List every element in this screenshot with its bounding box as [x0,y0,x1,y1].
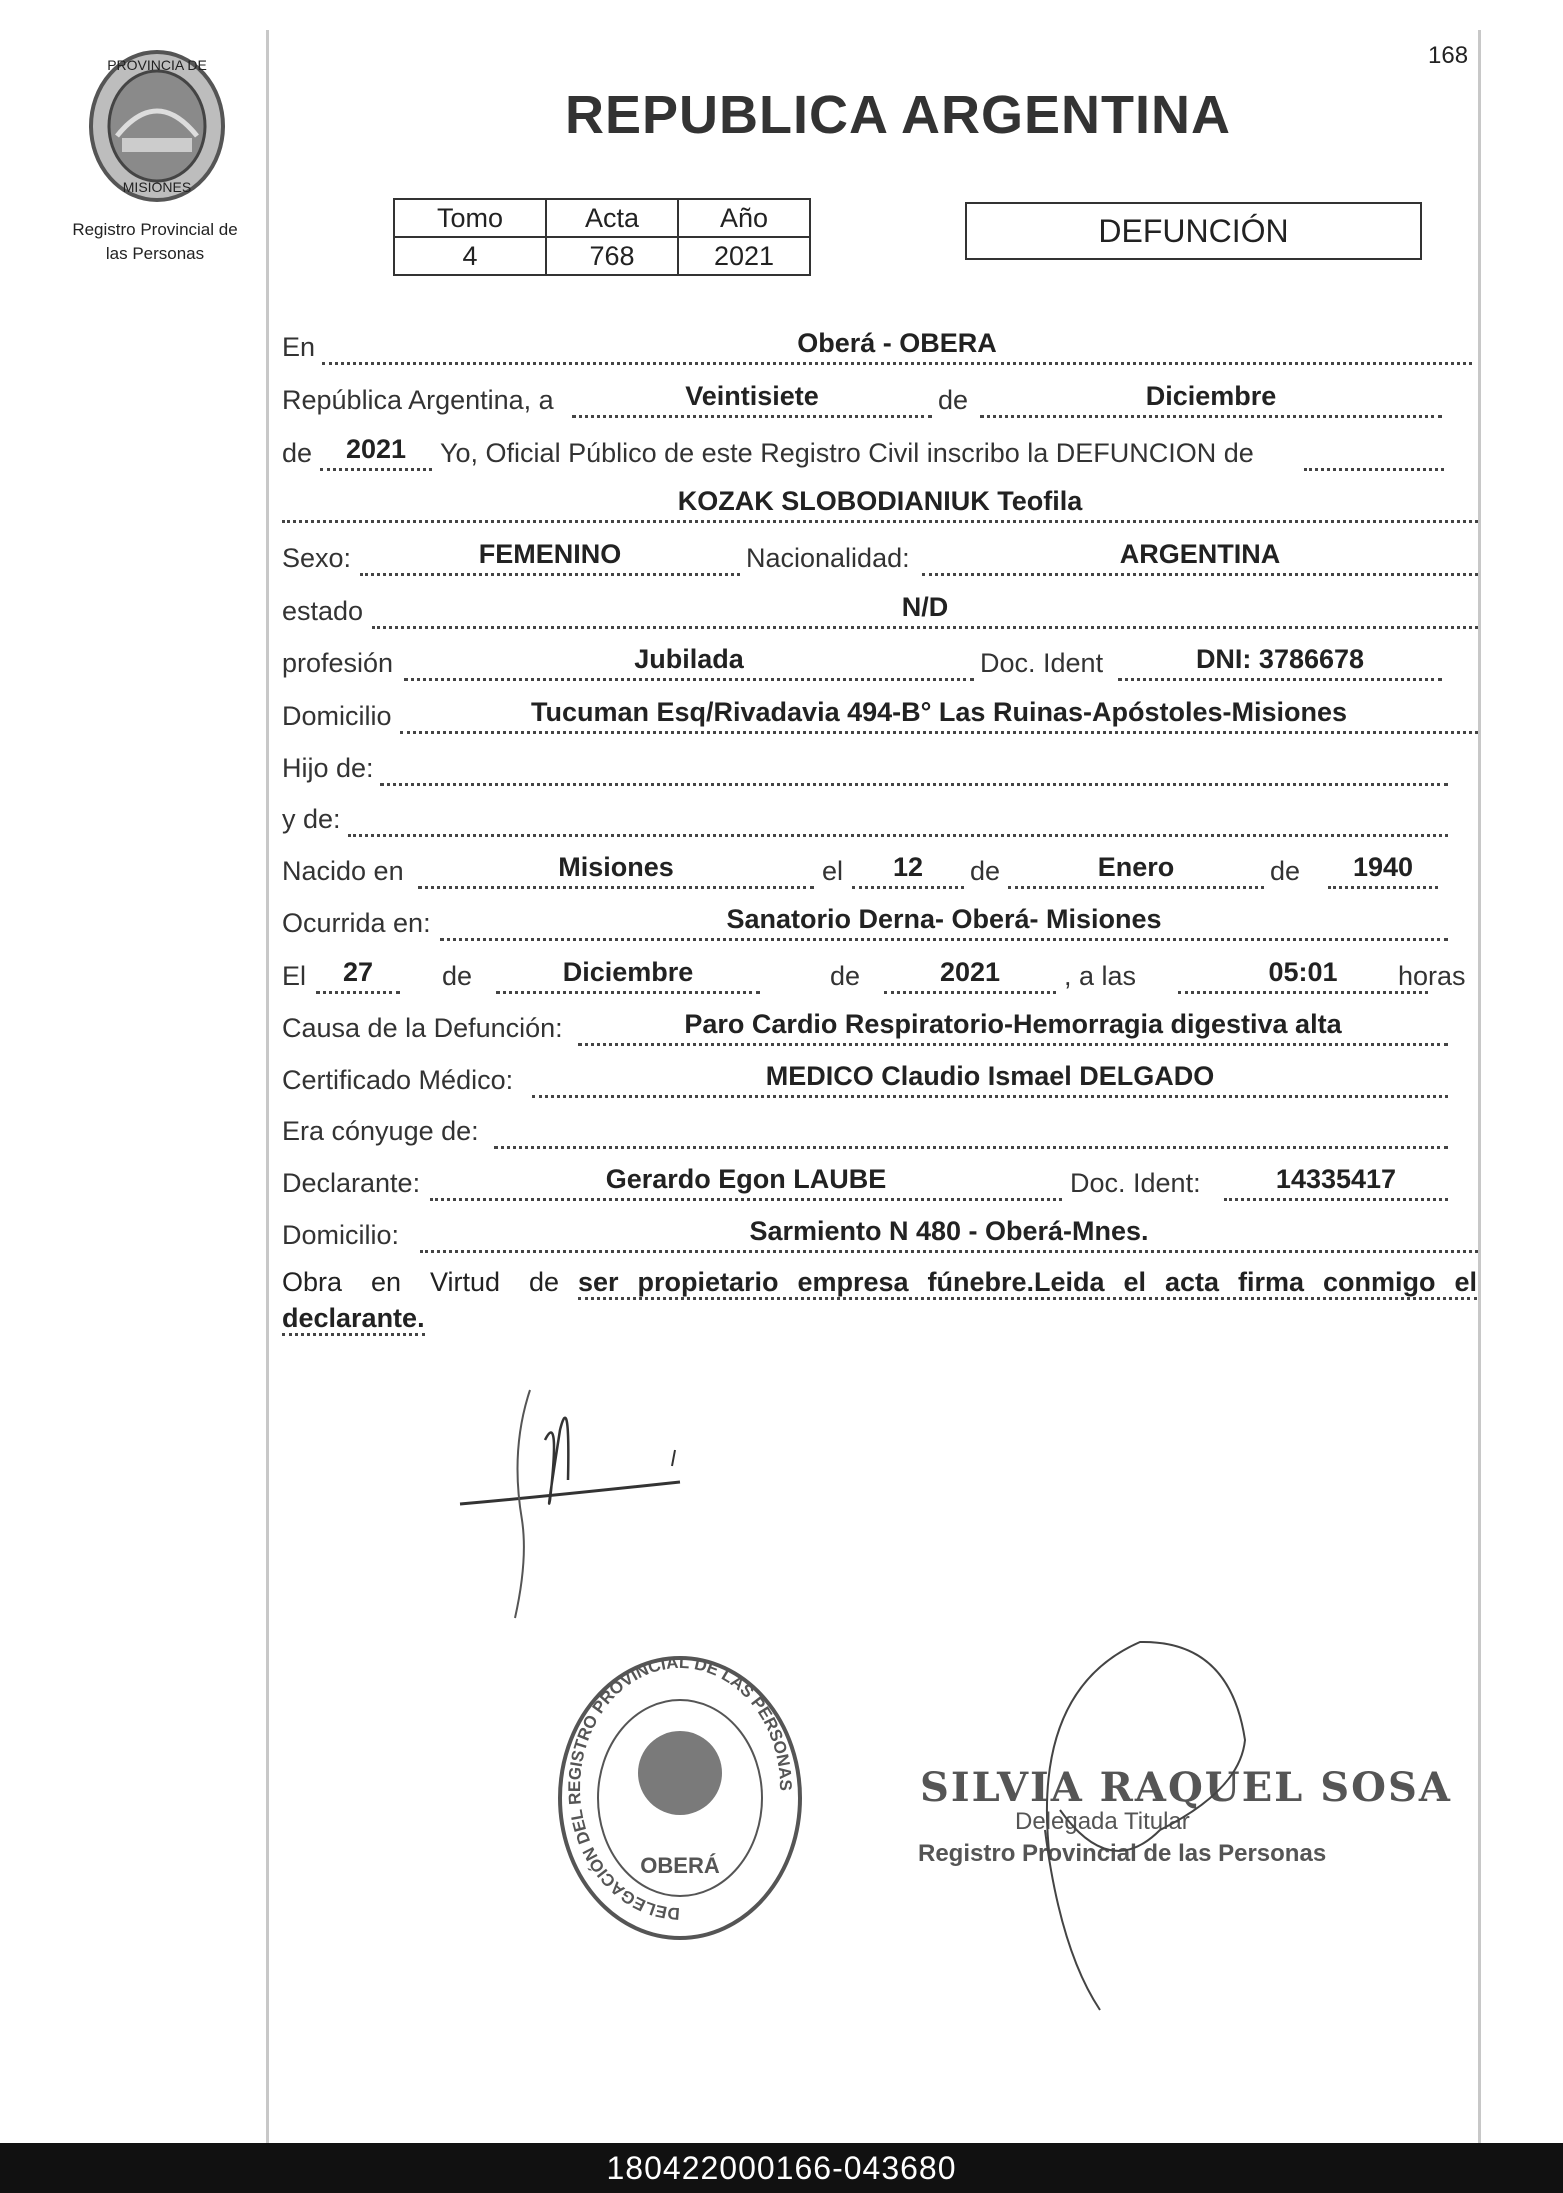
label-hijo: Hijo de: [282,753,374,783]
signatory-office: Registro Provincial de las Personas [918,1840,1327,1867]
label-doc: Doc. Ident [980,648,1104,678]
acta-header: Acta [546,199,678,237]
official-signature [1010,1630,1270,2020]
label-de5: de [442,961,473,991]
field-dia-letras: Veintisiete [572,381,932,418]
province-seal [82,46,232,206]
field-nacido-en: Misiones [418,852,814,889]
acta-value: 768 [546,237,678,275]
field-domicilio-declarante: Sarmiento N 480 - Oberá-Mnes. [420,1216,1478,1253]
record-type-box: DEFUNCIÓN [965,202,1422,260]
label-estado: estado [282,596,364,626]
signatory-role: Delegada Titular [1015,1808,1190,1835]
row-fecha-defuncion [282,957,1482,1001]
label-horas: horas [1398,961,1466,991]
field-doc-declarante: 14335417 [1224,1164,1448,1201]
field-hora: 05:01 [1178,957,1428,994]
row-sexo [282,539,1482,583]
anio-value: 2021 [678,237,810,275]
row-fecha [282,381,1482,425]
label-domicilio: Domicilio [282,701,392,731]
label-yo: Yo, Oficial Público de este Registro Civil inscribo la DEFUNCION de [440,438,1254,468]
label-obra: Obra en Virtud de [282,1267,560,1297]
stamp-city: OBERÁ [640,1853,720,1878]
anio-header: Año [678,199,810,237]
field-def-dia: 27 [316,957,400,994]
field-nacionalidad: ARGENTINA [922,539,1478,576]
row-ocurrida [282,904,1482,948]
field-def-mes: Diciembre [496,957,760,994]
footer-code: 180422000166-043680 [0,2143,1563,2193]
label-ocurrida: Ocurrida en: [282,908,431,938]
field-lugar: Oberá - OBERA [322,328,1472,365]
row-hijo [282,753,1482,793]
field-mes: Diciembre [980,381,1442,418]
tomo-table [393,198,811,276]
label-causa: Causa de la Defunción: [282,1013,563,1043]
field-ocurrida: Sanatorio Derna- Oberá- Misiones [440,904,1448,941]
seal-text-top: PROVINCIA DE [107,57,207,73]
page-number: 168 [1428,42,1469,69]
tomo-header: Tomo [394,199,546,237]
registry-label-2: las Personas [105,244,205,263]
field-declarante: Gerardo Egon LAUBE [430,1164,1062,1201]
label-yde: y de: [282,804,341,834]
field-certificado: MEDICO Claudio Ismael DELGADO [532,1061,1448,1098]
row-estado [282,592,1482,636]
field-hijo [380,749,1448,786]
field-nac-mes: Enero [1008,852,1264,889]
label-declarante: Declarante: [282,1168,421,1198]
field-estado: N/D [372,592,1478,629]
registry-label-1: Registro Provincial de [72,220,238,239]
label-sexo: Sexo: [282,543,352,573]
left-margin-line [266,30,269,2143]
signatory-name: SILVIA RAQUEL SOSA [920,1764,1452,1811]
stamp-ring-text: DELEGACIÓN DEL REGISTRO PROVINCIAL DE LAS PERSONAS [564,1652,796,1924]
field-domicilio: Tucuman Esq/Rivadavia 494-B° Las Ruinas-Apóstoles-Misiones [400,697,1478,734]
field-causa: Paro Cardio Respiratorio-Hemorragia digestiva alta [578,1009,1448,1046]
registry-label [55,218,255,266]
label-de1: de [938,385,969,415]
row-anio [282,434,1482,478]
label-doc-declarante: Doc. Ident: [1070,1168,1201,1198]
row-declarante [282,1164,1482,1208]
label-domicilio-declarante: Domicilio: [282,1220,400,1250]
field-anio-blank [1304,434,1444,471]
field-profesion: Jubilada [404,644,974,681]
row-domicilio [282,697,1482,741]
row-certificado [282,1061,1482,1105]
row-conyuge [282,1116,1482,1156]
label-profesion: profesión [282,648,394,678]
label-certificado: Certificado Médico: [282,1065,514,1095]
label-de6: de [830,961,861,991]
field-doc: DNI: 3786678 [1118,644,1442,681]
label-el2: El [282,961,307,991]
label-el: el [822,856,844,886]
field-yde [348,800,1448,837]
row-yde [282,804,1482,844]
tomo-value: 4 [394,237,546,275]
label-nacionalidad: Nacionalidad: [746,543,910,573]
label-conyuge: Era cónyuge de: [282,1116,479,1146]
label-de2: de [282,438,313,468]
field-sexo: FEMENINO [360,539,740,576]
field-nombre: KOZAK SLOBODIANIUK Teofila [282,486,1478,523]
label-de4: de [1270,856,1301,886]
row-domicilio-declarante [282,1216,1482,1260]
row-nombre [282,486,1482,530]
seal-text-bottom: MISIONES [122,179,192,195]
label-alas: , a las [1064,961,1137,991]
delegacion-round-stamp [555,1648,805,1948]
obra-en-virtud [282,1264,1477,1336]
page-title: REPUBLICA ARGENTINA [565,85,1231,145]
label-en: En [282,332,316,362]
field-conyuge [494,1112,1448,1149]
field-anio: 2021 [320,434,432,471]
label-rep: República Argentina, a [282,385,554,415]
field-nac-dia: 12 [852,852,964,889]
row-profesion [282,644,1482,688]
declarante-signature [450,1370,710,1630]
row-nacido [282,852,1482,896]
label-nacido: Nacido en [282,856,404,886]
row-lugar [282,328,1482,372]
row-causa [282,1009,1482,1053]
field-def-anio: 2021 [884,957,1056,994]
field-obra: ser propietario empresa fúnebre.Leida el acta firma conmigo el declarante. [282,1267,1477,1336]
label-de3: de [970,856,1001,886]
field-nac-anio: 1940 [1328,852,1438,889]
